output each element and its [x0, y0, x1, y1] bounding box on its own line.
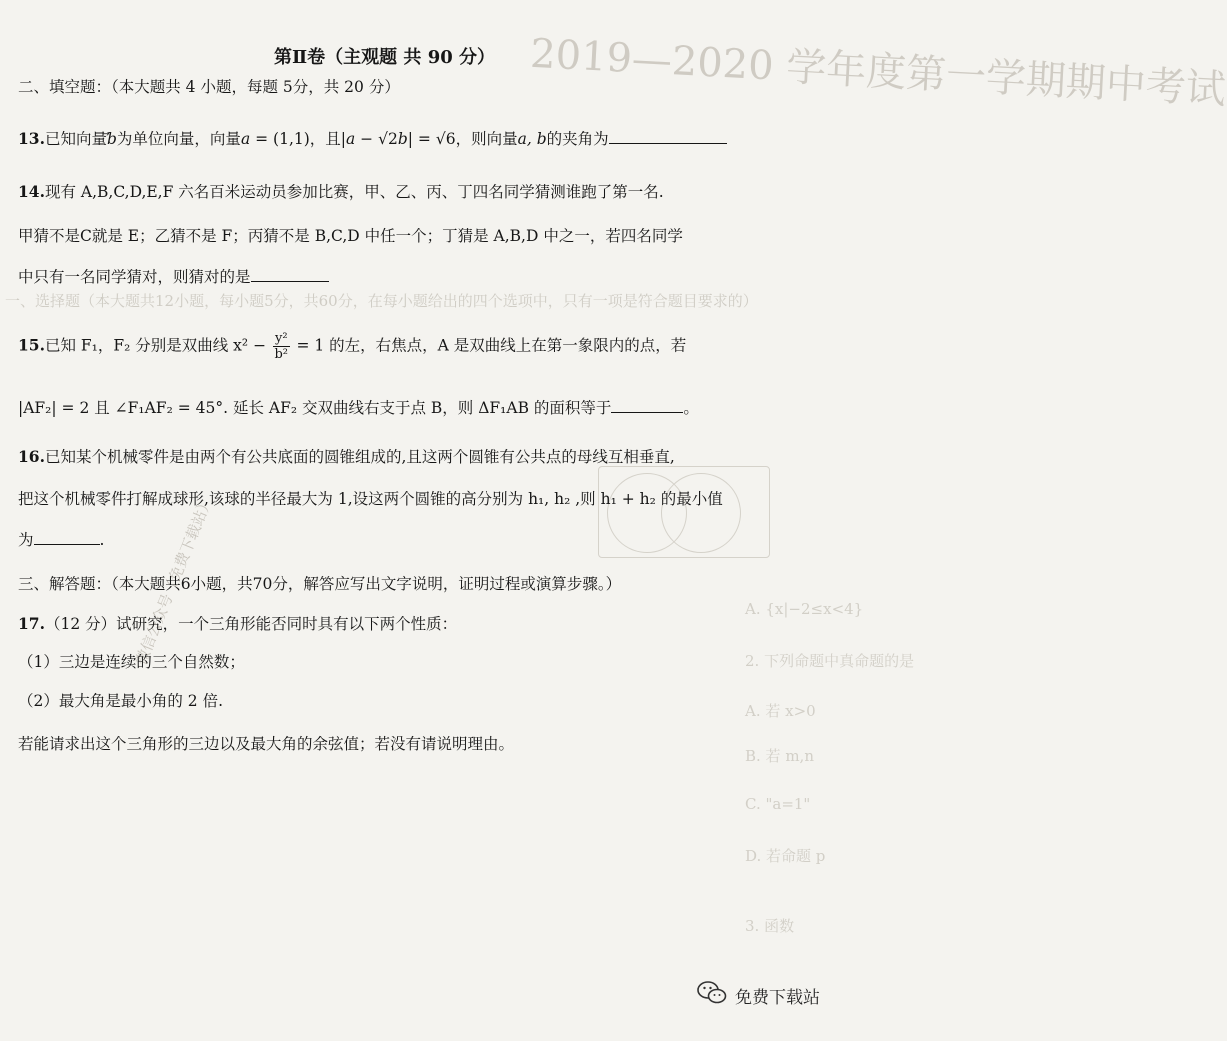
bleed-through-text: 一、选择题（本大题共12小题，每小题5分，共60分，在每小题给出的四个选项中，只有一项是符合题目要求的）: [5, 292, 758, 310]
answer-blank[interactable]: [34, 530, 100, 545]
question-15-line-2: |AF₂| = 2 且 ∠F₁AF₂ = 45°. 延长 AF₂ 交双曲线右支于点 B，则 ΔF₁AB 的面积等于 。: [18, 399, 699, 417]
bleed-through-venn-figure: [598, 466, 770, 558]
question-number: 17.: [18, 614, 45, 633]
bleed-through-title: 2019—2020 学年度第一学期期中考试: [529, 30, 1227, 114]
question-number: 15.: [18, 335, 45, 355]
question-13: 13.已知向量b为单位向量，向量a = (1,1)，且|a − √2b| = √6，则向量a, b的夹角为: [18, 127, 727, 149]
answer-blank[interactable]: [251, 267, 329, 282]
fraction: $\frac{\text{y²}}{\text{b²}}$: [274, 331, 289, 362]
question-16-line-3: 为 .: [18, 531, 105, 549]
bleed-through-text: 2. 下列命题中真命题的是: [745, 652, 915, 670]
section-title: 第Ⅱ卷（主观题 共 90 分）: [274, 47, 496, 68]
question-16-line-1: 16.已知某个机械零件是由两个有公共底面的圆锥组成的,且这两个圆锥有公共点的母线互相垂直,: [18, 447, 675, 466]
question-number: 13.: [18, 129, 45, 148]
bleed-through-text: D. 若命题 p: [745, 847, 826, 865]
answer-blank[interactable]: [611, 398, 683, 413]
question-number: 16.: [18, 447, 45, 466]
wechat-icon: [697, 980, 727, 1011]
bleed-through-text: A. {x|−2≤x<4}: [745, 600, 864, 618]
solve-heading: 三、解答题：（本大题共6小题，共70分，解答应写出文字说明，证明过程或演算步骤。）: [18, 575, 622, 593]
question-17-property-2: （2）最大角是最小角的 2 倍.: [18, 692, 224, 710]
question-14-line-3: 中只有一名同学猜对，则猜对的是: [18, 265, 329, 287]
vector-b: b: [106, 130, 117, 148]
bleed-through-text: A. 若 x>0: [745, 702, 816, 720]
bleed-through-text: C. "a=1": [745, 795, 811, 813]
question-14-line-2: 甲猜不是C就是 E；乙猜不是 F；丙猜不是 B,C,D 中任一个；丁猜是 A,B,D 中之一，若四名同学: [18, 227, 683, 245]
question-17-property-1: （1）三边是连续的三个自然数；: [18, 653, 245, 671]
question-number: 14.: [18, 182, 45, 201]
vector-a: a: [240, 130, 251, 148]
question-15-line-1: 15.已知 F₁，F₂ 分别是双曲线 x² − $\frac{\text{y²}}{\text{b²}}$ = 1 的左，右焦点，A 是双曲线上在第一象限内的点，若: [18, 331, 687, 362]
footer-brand: [697, 980, 820, 1011]
watermark-text: 微信公众号（免费下载站）: [131, 493, 216, 668]
bleed-through-text: B. 若 m,n: [745, 747, 814, 765]
question-16-line-2: 把这个机械零件打解成球形,该球的半径最大为 1,设这两个圆锥的高分别为 h₁, h₂ ,则 h₁ + h₂ 的最小值: [18, 490, 723, 508]
fill-blank-heading: 二、填空题：（本大题共 4 小题，每题 5分，共 20 分）: [18, 78, 400, 96]
answer-blank[interactable]: [609, 129, 727, 144]
bleed-through-text: 3. 函数: [745, 917, 795, 935]
question-17-intro: 17.（12 分）试研究，一个三角形能否同时具有以下两个性质：: [18, 614, 458, 633]
brand-name: 免费下载站: [735, 988, 820, 1008]
question-14-line-1: 14.现有 A,B,C,D,E,F 六名百米运动员参加比赛，甲、乙、丙、丁四名同学猜测谁跑了第一名.: [18, 182, 664, 201]
question-17-ask: 若能请求出这个三角形的三边以及最大角的余弦值；若没有请说明理由。: [18, 735, 515, 753]
